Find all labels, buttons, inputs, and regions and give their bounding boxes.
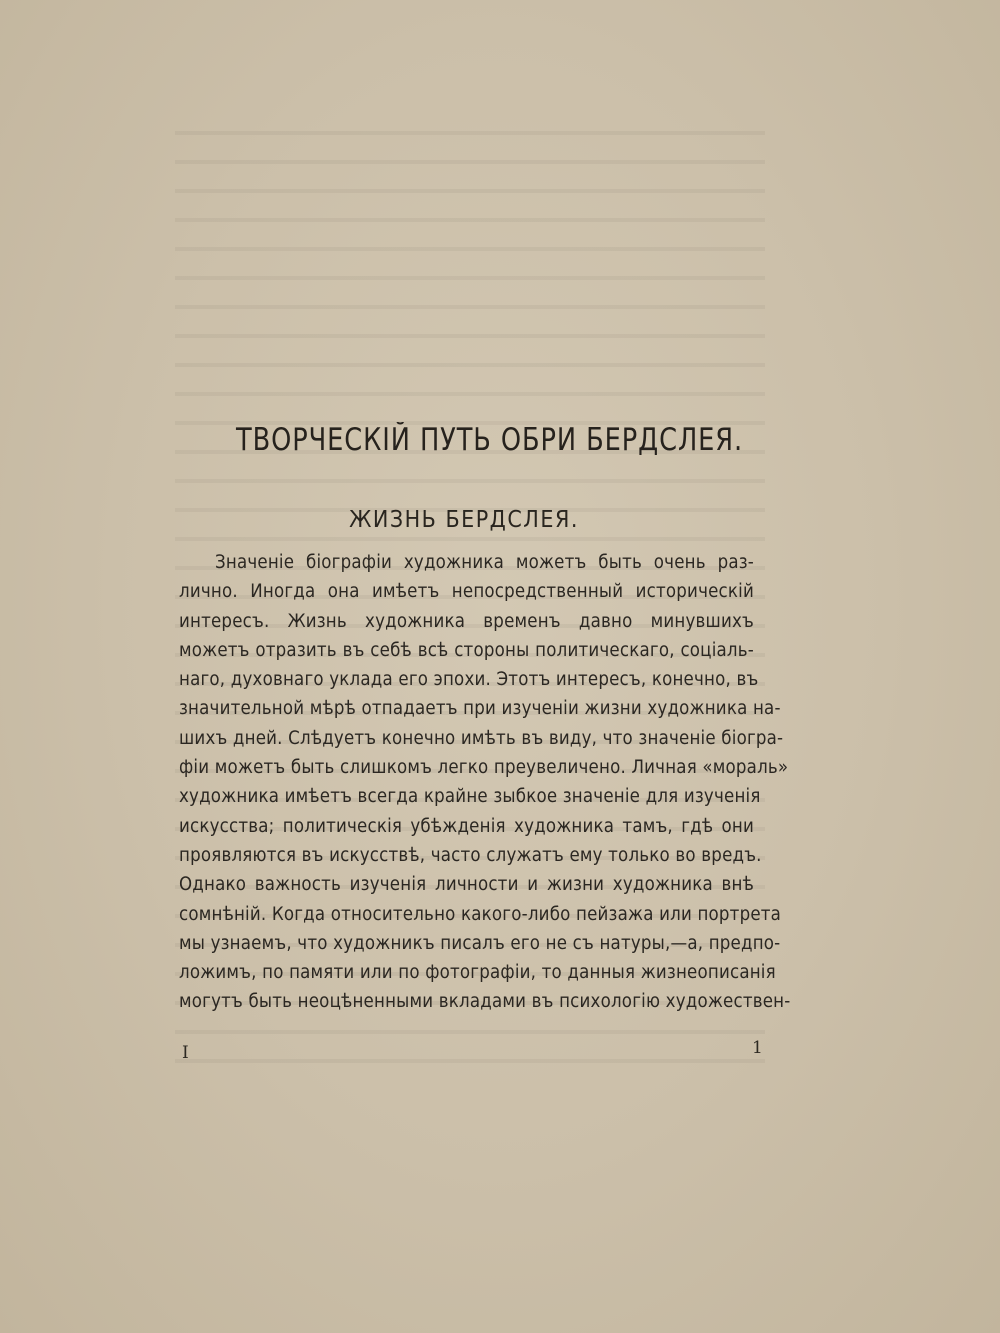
text-line: лично. Иногда она имѣетъ непосредственный историческiй bbox=[179, 581, 754, 603]
text-line: Значенiе бiографiи художника можетъ быть очень раз- bbox=[215, 552, 754, 573]
text-line: могутъ быть неоцѣненными вкладами въ психологiю художествен- bbox=[179, 991, 791, 1013]
text-line: можетъ отразить въ себѣ всѣ стороны политическаго, соцiаль- bbox=[179, 639, 754, 661]
text-line: искусства; политическiя убѣжденiя художника тамъ, гдѣ они bbox=[179, 815, 754, 837]
chapter-heading: ТВОРЧЕСКIЙ ПУТЬ ОБРИ БЕРДСЛЕЯ. bbox=[236, 422, 744, 458]
section-title: ЖИЗНЬ БЕРДСЛЕЯ. bbox=[349, 507, 579, 533]
text-line: ложимъ, по памяти или по фотографiи, то данныя жизнеописанiя bbox=[179, 962, 776, 984]
page-number: 1 bbox=[752, 1038, 763, 1058]
text-line: сомнѣнiй. Когда относительно какого-либо пейзажа или портрета bbox=[179, 903, 782, 925]
body-paragraph bbox=[179, 548, 791, 1017]
text-line: фiи можетъ быть слишкомъ легко преувеличено. Личная «мораль» bbox=[179, 757, 789, 779]
text-line: наго, духовнаго уклада его эпохи. Этотъ интересъ, конечно, въ bbox=[179, 669, 759, 691]
text-line: Однако важность изученiя личности и жизни художника внѣ bbox=[179, 874, 754, 896]
text-line: значительной мѣрѣ отпадаетъ при изученiи жизни художника на- bbox=[179, 698, 781, 720]
text-line: шихъ дней. Слѣдуетъ конечно имѣть въ виду, что значенiе бiогра- bbox=[179, 727, 784, 749]
text-line: интересъ. Жизнь художника временъ давно минувшихъ bbox=[179, 610, 754, 632]
text-line: мы узнаемъ, что художникъ писалъ его не съ натуры,—а, предпо- bbox=[179, 932, 781, 954]
text-line: проявляются въ искусствѣ, часто служатъ ему только во вредъ. bbox=[179, 844, 762, 866]
signature-mark: I bbox=[182, 1043, 189, 1063]
text-line: художника имѣетъ всегда крайне зыбкое значенiе для изученiя bbox=[179, 786, 761, 808]
